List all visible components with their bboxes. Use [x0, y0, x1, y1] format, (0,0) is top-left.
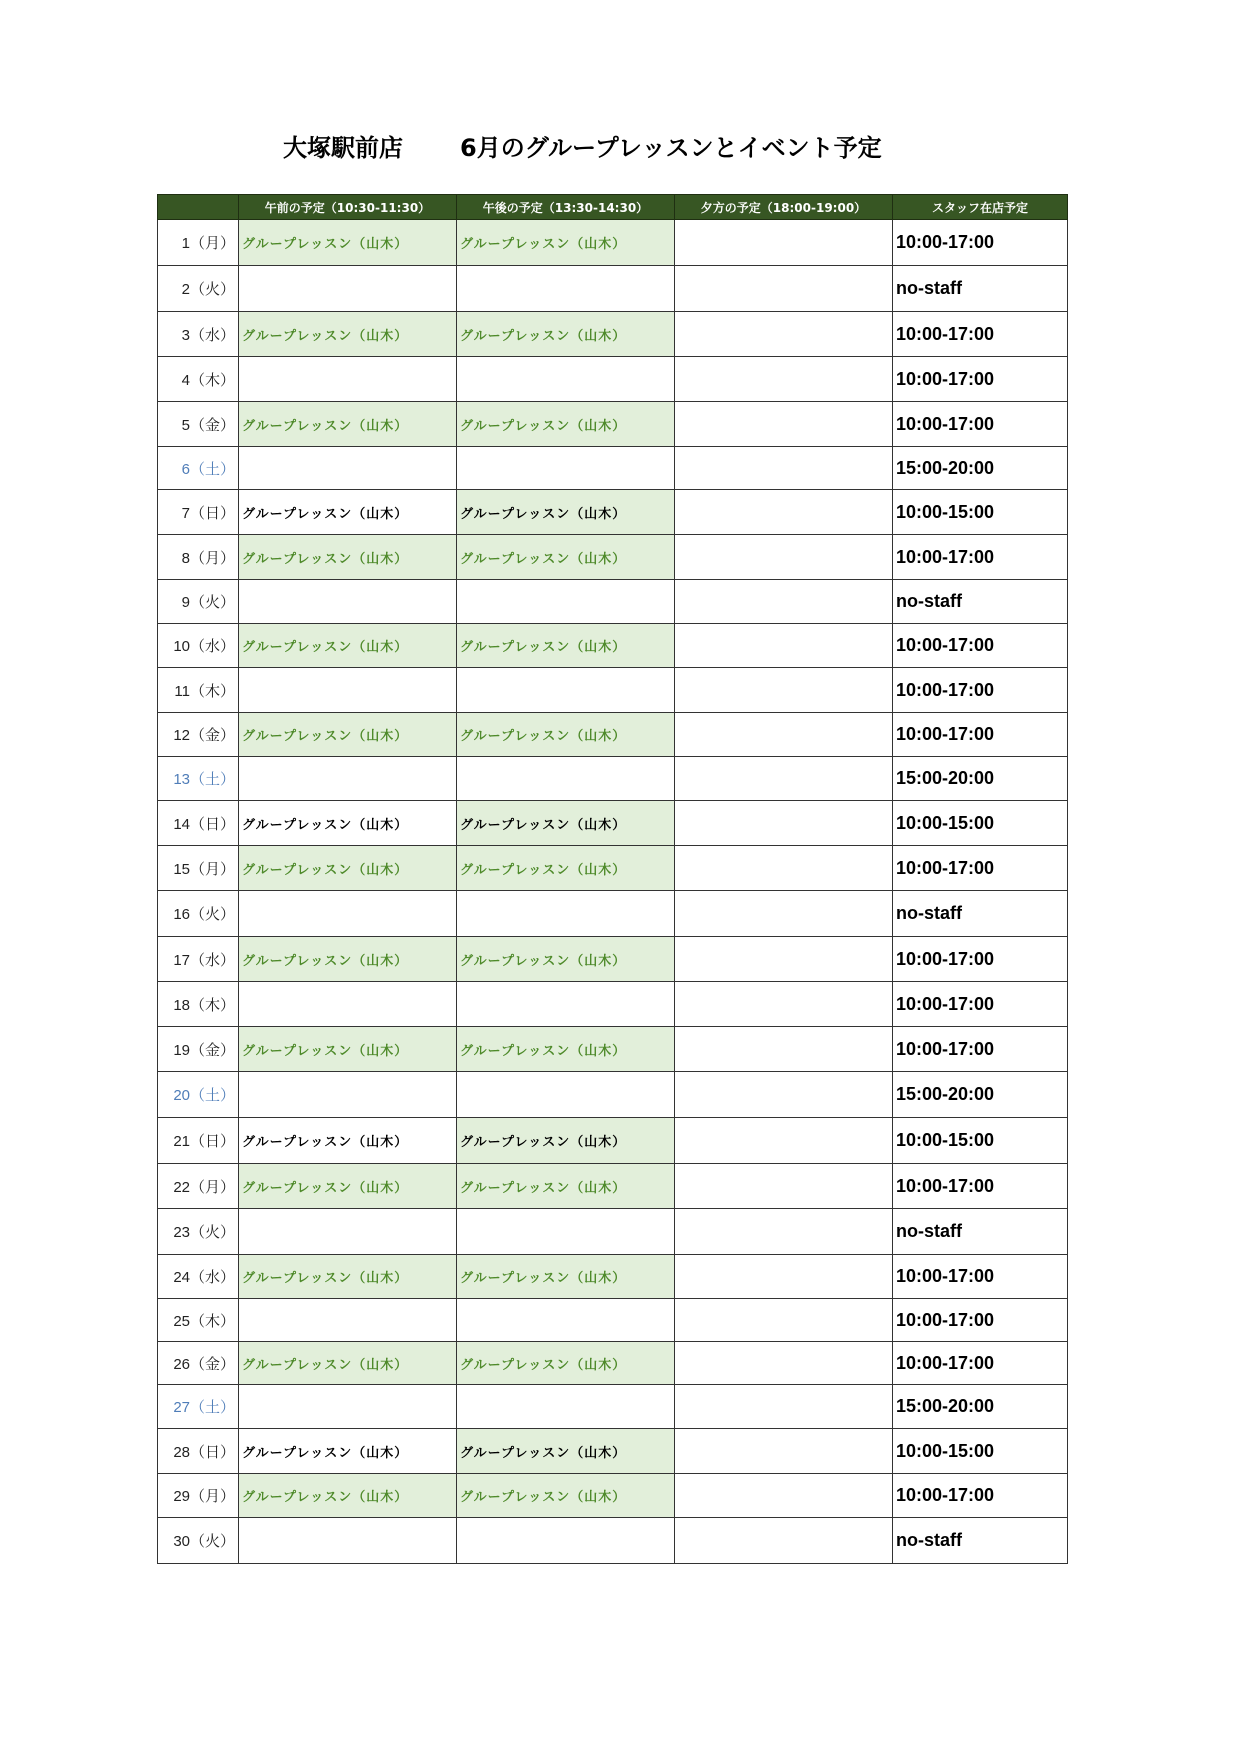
evening-cell: [675, 891, 893, 937]
staff-cell: no-staff: [893, 580, 1068, 624]
afternoon-cell: グループレッスン（山木）: [457, 713, 675, 757]
morning-cell: [239, 891, 457, 937]
day-cell: 2（火）: [158, 266, 239, 312]
table-row: [158, 891, 1068, 937]
afternoon-cell: グループレッスン（山木）: [457, 1474, 675, 1518]
afternoon-cell: グループレッスン（山木）: [457, 1164, 675, 1209]
afternoon-cell: [457, 1385, 675, 1429]
afternoon-cell: グループレッスン（山木）: [457, 1118, 675, 1164]
staff-cell: 10:00-17:00: [893, 357, 1068, 402]
header-evening: 夕方の予定（18:00-19:00）: [675, 195, 893, 220]
afternoon-cell: [457, 580, 675, 624]
table-row: [158, 1474, 1068, 1518]
afternoon-cell: [457, 1299, 675, 1342]
table-row: [158, 624, 1068, 668]
header-afternoon: 午後の予定（13:30-14:30）: [457, 195, 675, 220]
staff-cell: 10:00-17:00: [893, 220, 1068, 266]
evening-cell: [675, 1518, 893, 1564]
afternoon-cell: [457, 1209, 675, 1255]
afternoon-cell: グループレッスン（山木）: [457, 312, 675, 357]
staff-cell: 15:00-20:00: [893, 757, 1068, 801]
afternoon-cell: [457, 357, 675, 402]
morning-cell: グループレッスン（山木）: [239, 713, 457, 757]
day-cell: 7（日）: [158, 490, 239, 535]
schedule-table: [157, 194, 1068, 1564]
staff-cell: 10:00-17:00: [893, 1342, 1068, 1385]
afternoon-cell: [457, 982, 675, 1027]
header-day: [158, 195, 239, 220]
table-row: [158, 1072, 1068, 1118]
table-row: [158, 357, 1068, 402]
table-row: [158, 846, 1068, 891]
staff-cell: 10:00-17:00: [893, 937, 1068, 982]
day-cell: 27（土）: [158, 1385, 239, 1429]
staff-cell: 10:00-15:00: [893, 1118, 1068, 1164]
afternoon-cell: [457, 1518, 675, 1564]
day-cell: 1（月）: [158, 220, 239, 266]
table-row: [158, 402, 1068, 447]
afternoon-cell: グループレッスン（山木）: [457, 624, 675, 668]
morning-cell: [239, 580, 457, 624]
table-row: [158, 1342, 1068, 1385]
title-row: [0, 128, 1240, 164]
staff-cell: 10:00-17:00: [893, 535, 1068, 580]
morning-cell: [239, 1385, 457, 1429]
day-cell: 4（木）: [158, 357, 239, 402]
afternoon-cell: [457, 447, 675, 490]
staff-cell: 10:00-17:00: [893, 713, 1068, 757]
staff-cell: 10:00-17:00: [893, 1027, 1068, 1072]
afternoon-cell: グループレッスン（山木）: [457, 490, 675, 535]
staff-cell: 10:00-17:00: [893, 1164, 1068, 1209]
morning-cell: グループレッスン（山木）: [239, 846, 457, 891]
morning-cell: グループレッスン（山木）: [239, 402, 457, 447]
day-cell: 17（水）: [158, 937, 239, 982]
afternoon-cell: グループレッスン（山木）: [457, 402, 675, 447]
staff-cell: no-staff: [893, 891, 1068, 937]
day-cell: 9（火）: [158, 580, 239, 624]
morning-cell: グループレッスン（山木）: [239, 1342, 457, 1385]
table-row: [158, 1385, 1068, 1429]
afternoon-cell: グループレッスン（山木）: [457, 1429, 675, 1474]
table-row: [158, 1118, 1068, 1164]
afternoon-cell: グループレッスン（山木）: [457, 937, 675, 982]
staff-cell: 10:00-15:00: [893, 1429, 1068, 1474]
table-row: [158, 1209, 1068, 1255]
morning-cell: グループレッスン（山木）: [239, 937, 457, 982]
table-row: [158, 713, 1068, 757]
day-cell: 12（金）: [158, 713, 239, 757]
staff-cell: 10:00-17:00: [893, 668, 1068, 713]
table-row: [158, 1164, 1068, 1209]
day-cell: 25（木）: [158, 1299, 239, 1342]
evening-cell: [675, 220, 893, 266]
afternoon-cell: グループレッスン（山木）: [457, 220, 675, 266]
table-row: [158, 535, 1068, 580]
store-name: 大塚駅前店: [283, 134, 403, 162]
evening-cell: [675, 535, 893, 580]
day-cell: 24（水）: [158, 1255, 239, 1299]
evening-cell: [675, 402, 893, 447]
table-row: [158, 801, 1068, 846]
morning-cell: [239, 1518, 457, 1564]
evening-cell: [675, 1429, 893, 1474]
morning-cell: グループレッスン（山木）: [239, 1255, 457, 1299]
evening-cell: [675, 1027, 893, 1072]
staff-cell: no-staff: [893, 266, 1068, 312]
table-row: [158, 1518, 1068, 1564]
header-morning: 午前の予定（10:30-11:30）: [239, 195, 457, 220]
morning-cell: グループレッスン（山木）: [239, 1118, 457, 1164]
evening-cell: [675, 580, 893, 624]
day-cell: 30（火）: [158, 1518, 239, 1564]
staff-cell: 10:00-17:00: [893, 312, 1068, 357]
afternoon-cell: グループレッスン（山木）: [457, 1342, 675, 1385]
table-row: [158, 1429, 1068, 1474]
morning-cell: [239, 668, 457, 713]
evening-cell: [675, 937, 893, 982]
morning-cell: [239, 1072, 457, 1118]
day-cell: 28（日）: [158, 1429, 239, 1474]
table-row: [158, 668, 1068, 713]
morning-cell: グループレッスン（山木）: [239, 490, 457, 535]
evening-cell: [675, 982, 893, 1027]
day-cell: 16（火）: [158, 891, 239, 937]
day-cell: 5（金）: [158, 402, 239, 447]
table-row: [158, 266, 1068, 312]
evening-cell: [675, 757, 893, 801]
evening-cell: [675, 1299, 893, 1342]
morning-cell: [239, 757, 457, 801]
afternoon-cell: グループレッスン（山木）: [457, 1255, 675, 1299]
evening-cell: [675, 1255, 893, 1299]
staff-cell: 10:00-17:00: [893, 1255, 1068, 1299]
table-row: [158, 1299, 1068, 1342]
morning-cell: グループレッスン（山木）: [239, 1474, 457, 1518]
evening-cell: [675, 624, 893, 668]
afternoon-cell: グループレッスン（山木）: [457, 846, 675, 891]
page-title: 6月のグループレッスンとイベント予定: [460, 134, 882, 162]
day-cell: 13（土）: [158, 757, 239, 801]
evening-cell: [675, 801, 893, 846]
day-cell: 19（金）: [158, 1027, 239, 1072]
evening-cell: [675, 447, 893, 490]
day-cell: 20（土）: [158, 1072, 239, 1118]
staff-cell: no-staff: [893, 1209, 1068, 1255]
morning-cell: グループレッスン（山木）: [239, 1164, 457, 1209]
header-staff: スタッフ在店予定: [893, 195, 1068, 220]
table-row: [158, 312, 1068, 357]
day-cell: 10（水）: [158, 624, 239, 668]
staff-cell: 10:00-17:00: [893, 402, 1068, 447]
afternoon-cell: [457, 668, 675, 713]
staff-cell: 10:00-15:00: [893, 801, 1068, 846]
evening-cell: [675, 1072, 893, 1118]
table-row: [158, 490, 1068, 535]
morning-cell: グループレッスン（山木）: [239, 220, 457, 266]
table-row: [158, 1255, 1068, 1299]
day-cell: 3（水）: [158, 312, 239, 357]
afternoon-cell: [457, 891, 675, 937]
day-cell: 6（土）: [158, 447, 239, 490]
evening-cell: [675, 312, 893, 357]
table-row: [158, 982, 1068, 1027]
morning-cell: グループレッスン（山木）: [239, 801, 457, 846]
afternoon-cell: グループレッスン（山木）: [457, 1027, 675, 1072]
day-cell: 22（月）: [158, 1164, 239, 1209]
evening-cell: [675, 846, 893, 891]
staff-cell: 10:00-17:00: [893, 1299, 1068, 1342]
evening-cell: [675, 1342, 893, 1385]
evening-cell: [675, 1474, 893, 1518]
table-row: [158, 757, 1068, 801]
evening-cell: [675, 1118, 893, 1164]
day-cell: 26（金）: [158, 1342, 239, 1385]
header-row: [158, 195, 1068, 220]
table-row: [158, 220, 1068, 266]
staff-cell: 15:00-20:00: [893, 1385, 1068, 1429]
staff-cell: 10:00-17:00: [893, 846, 1068, 891]
staff-cell: 15:00-20:00: [893, 1072, 1068, 1118]
staff-cell: 10:00-17:00: [893, 624, 1068, 668]
staff-cell: 15:00-20:00: [893, 447, 1068, 490]
staff-cell: 10:00-15:00: [893, 490, 1068, 535]
evening-cell: [675, 1209, 893, 1255]
evening-cell: [675, 266, 893, 312]
morning-cell: グループレッスン（山木）: [239, 312, 457, 357]
evening-cell: [675, 357, 893, 402]
afternoon-cell: [457, 1072, 675, 1118]
morning-cell: グループレッスン（山木）: [239, 1027, 457, 1072]
day-cell: 15（月）: [158, 846, 239, 891]
afternoon-cell: グループレッスン（山木）: [457, 801, 675, 846]
morning-cell: [239, 357, 457, 402]
table-row: [158, 937, 1068, 982]
day-cell: 29（月）: [158, 1474, 239, 1518]
morning-cell: [239, 982, 457, 1027]
morning-cell: [239, 1299, 457, 1342]
day-cell: 18（木）: [158, 982, 239, 1027]
evening-cell: [675, 1164, 893, 1209]
day-cell: 14（日）: [158, 801, 239, 846]
afternoon-cell: [457, 266, 675, 312]
evening-cell: [675, 1385, 893, 1429]
day-cell: 21（日）: [158, 1118, 239, 1164]
staff-cell: 10:00-17:00: [893, 1474, 1068, 1518]
morning-cell: [239, 447, 457, 490]
morning-cell: グループレッスン（山木）: [239, 1429, 457, 1474]
afternoon-cell: [457, 757, 675, 801]
evening-cell: [675, 713, 893, 757]
day-cell: 23（火）: [158, 1209, 239, 1255]
staff-cell: no-staff: [893, 1518, 1068, 1564]
table-row: [158, 447, 1068, 490]
afternoon-cell: グループレッスン（山木）: [457, 535, 675, 580]
table-row: [158, 1027, 1068, 1072]
day-cell: 11（木）: [158, 668, 239, 713]
morning-cell: [239, 1209, 457, 1255]
table-row: [158, 580, 1068, 624]
morning-cell: グループレッスン（山木）: [239, 535, 457, 580]
morning-cell: [239, 266, 457, 312]
day-cell: 8（月）: [158, 535, 239, 580]
evening-cell: [675, 668, 893, 713]
evening-cell: [675, 490, 893, 535]
staff-cell: 10:00-17:00: [893, 982, 1068, 1027]
morning-cell: グループレッスン（山木）: [239, 624, 457, 668]
